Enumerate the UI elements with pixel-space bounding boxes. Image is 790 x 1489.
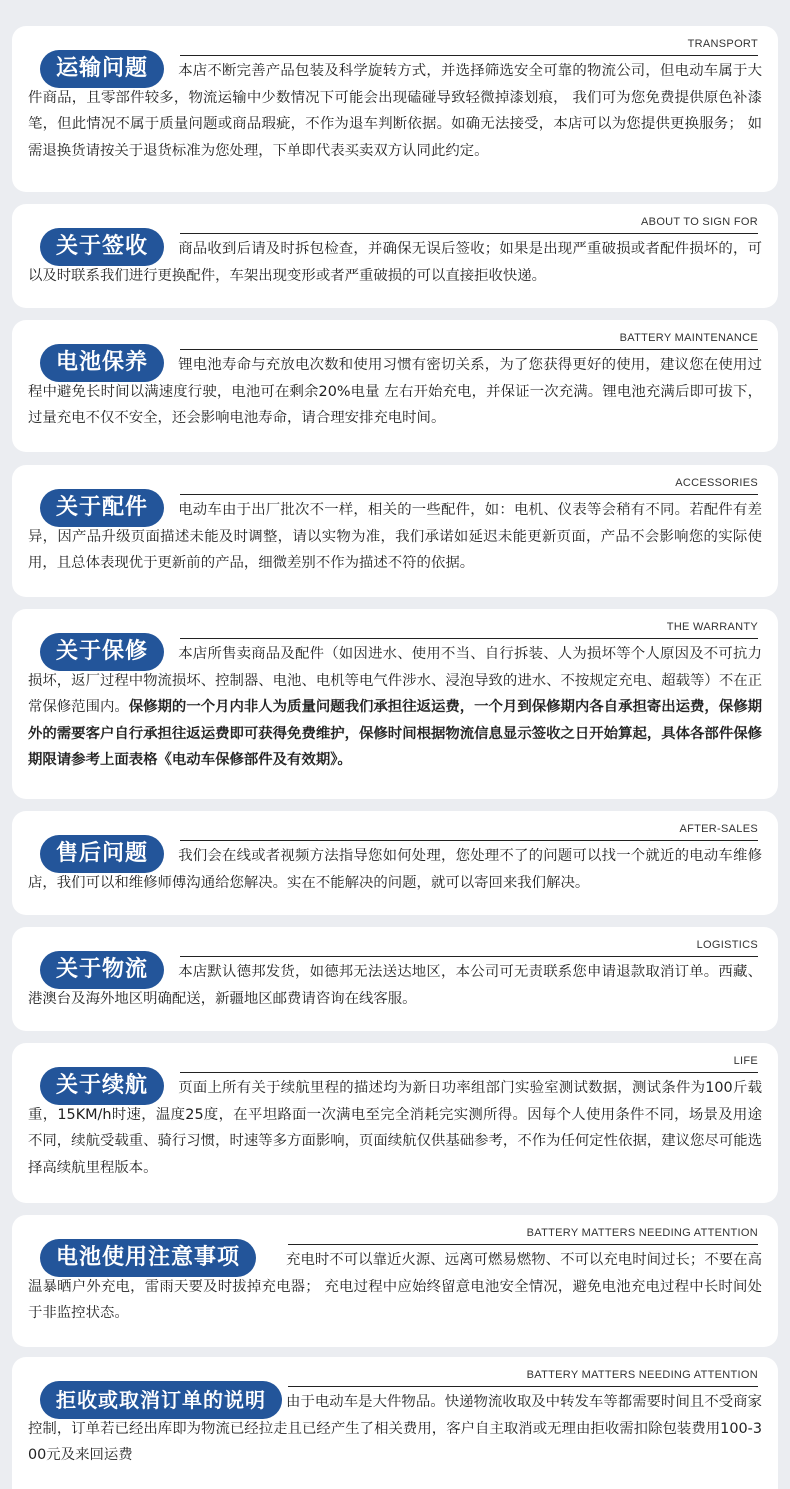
section-subtitle-en: BATTERY MATTERS NEEDING ATTENTION xyxy=(526,1227,758,1239)
section-subtitle-en: ACCESSORIES xyxy=(675,477,758,489)
section-title: 关于保修 xyxy=(40,633,164,671)
divider xyxy=(288,1244,758,1245)
divider xyxy=(180,1072,758,1073)
section-body: 充电时不可以靠近火源、远离可燃易燃物、不可以充电时间过长；不要在高温暴晒户外充电，雷雨天要及时拔掉充电器； 充电过程中应始终留意电池安全情况，避免电池充电过程中长时间处于非监控状态。 xyxy=(28,1252,762,1321)
section-title: 电池保养 xyxy=(40,344,164,382)
section-title: 关于签收 xyxy=(40,228,164,266)
section-header xyxy=(28,927,762,993)
section-sign-for xyxy=(12,204,778,308)
divider xyxy=(180,638,758,639)
section-life xyxy=(12,1043,778,1203)
section-subtitle-en: BATTERY MAINTENANCE xyxy=(619,332,758,344)
section-warranty xyxy=(12,609,778,799)
divider xyxy=(180,956,758,957)
section-body: 本店所售卖商品及配件（如因进水、使用不当、自行拆装、人为损坏等个人原因及不可抗力损坏，返厂过程中物流损坏、控制器、电池、电机等电气件涉水、浸泡导致的进水、不按规定充电、超载等）不在正常保修范围内。保修期的一个月内非人为质量问题我们承担往返运费，一个月到保修期内各自承担寄出运费，保修期外的需要客户自行承担往返运费即可获得免费维护，保修时间根据物流信息显示签收之日开始算起，具体各部件保修期限请参考上面表格《电动车保修部件及有效期》。 xyxy=(28,646,762,768)
section-header xyxy=(28,1043,762,1109)
section-battery-maintenance xyxy=(12,320,778,452)
section-title: 关于物流 xyxy=(40,951,164,989)
section-header xyxy=(28,1357,762,1423)
divider xyxy=(288,1386,758,1387)
section-body: 我们会在线或者视频方法指导您如何处理，您处理不了的问题可以找一个就近的电动车维修店，我们可以和维修师傅沟通给您解决。实在不能解决的问题，就可以寄回来我们解决。 xyxy=(28,848,762,891)
section-header xyxy=(28,204,762,270)
section-logistics xyxy=(12,927,778,1031)
section-body: 电动车由于出厂批次不一样，相关的一些配件，如：电机、仪表等会稍有不同。若配件有差异，因产品升级页面描述未能及时调整，请以实物为准，我们承诺如延迟未能更新页面，产品不会影响您的实际使用，且总体表现优于更新前的产品，细微差别不作为描述不符的依据。 xyxy=(28,502,762,571)
section-subtitle-en: ABOUT TO SIGN FOR xyxy=(641,216,758,228)
section-body: 本店默认德邦发货，如德邦无法送达地区，本公司可无责联系您申请退款取消订单。西藏、港澳台及海外地区明确配送，新疆地区邮费请咨询在线客服。 xyxy=(28,964,762,1007)
divider xyxy=(180,233,758,234)
divider xyxy=(180,494,758,495)
section-body: 本店不断完善产品包装及科学旋转方式，并选择筛选安全可靠的物流公司，但电动车属于大件商品，且零部件较多，物流运输中少数情况下可能会出现磕碰导致轻微掉漆划痕， 我们可为您免费提供原色补漆笔，但此情况不属于质量问题或商品瑕疵，不作为退车判断依据。如确无法接受，本店可以为您提供更换服务； 如需退换货请按关于退货标准为您处理，下单即代表买卖双方认同此约定。 xyxy=(28,63,763,159)
section-header xyxy=(28,1215,762,1281)
section-body: 商品收到后请及时拆包检查，并确保无误后签收；如果是出现严重破损或者配件损坏的，可以及时联系我们进行更换配件，车架出现变形或者严重破损的可以直接拒收快递。 xyxy=(28,241,762,284)
section-subtitle-en: THE WARRANTY xyxy=(666,621,758,633)
section-body: 页面上所有关于续航里程的描述均为新日功率组部门实验室测试数据，测试条件为100斤载重，15KM/h时速，温度25度，在平坦路面一次满电至完全消耗完实测所得。因每个人使用条件不同，场景及用途不同，续航受载重、骑行习惯，时速等多方面影响，页面续航仅供基础参考，不作为任何定性依据，建议您尽可能选择高续航里程版本。 xyxy=(28,1080,762,1176)
section-accessories xyxy=(12,465,778,597)
divider xyxy=(180,840,758,841)
section-after-sales xyxy=(12,811,778,915)
section-cancel-order xyxy=(12,1357,778,1489)
section-subtitle-en: TRANSPORT xyxy=(687,38,758,50)
section-header xyxy=(28,465,762,531)
section-title: 拒收或取消订单的说明 xyxy=(40,1381,282,1419)
divider xyxy=(180,55,758,56)
section-subtitle-en: AFTER-SALES xyxy=(679,823,758,835)
section-header xyxy=(28,609,762,675)
warranty-bold-text: 保修期的一个月内非人为质量问题我们承担往返运费，一个月到保修期内各自承担寄出运费，保修期外的需要客户自行承担往返运费即可获得免费维护，保修时间根据物流信息显示签收之日开始算起，具体各部件保修期限请参考上面表格《电动车保修部件及有效期》。 xyxy=(28,699,762,768)
section-battery-attention xyxy=(12,1215,778,1347)
section-title: 电池使用注意事项 xyxy=(40,1239,256,1277)
section-header xyxy=(28,320,762,386)
section-title: 关于配件 xyxy=(40,489,164,527)
section-title: 关于续航 xyxy=(40,1067,164,1105)
section-body: 由于电动车是大件物品。快递物流收取及中转发车等都需要时间且不受商家控制，订单若已经出库即为物流已经拉走且已经产生了相关费用，客户自主取消或无理由拒收需扣除包装费用100-300元及来回运费 xyxy=(28,1394,762,1463)
section-title: 售后问题 xyxy=(40,835,164,873)
section-header xyxy=(28,26,762,92)
section-subtitle-en: BATTERY MATTERS NEEDING ATTENTION xyxy=(526,1369,758,1381)
section-subtitle-en: LIFE xyxy=(733,1055,758,1067)
section-subtitle-en: LOGISTICS xyxy=(696,939,758,951)
divider xyxy=(180,349,758,350)
section-title: 运输问题 xyxy=(40,50,164,88)
section-body: 锂电池寿命与充放电次数和使用习惯有密切关系，为了您获得更好的使用，建议您在使用过程中避免长时间以满速度行驶，电池可在剩余20%电量 左右开始充电，并保证一次充满。锂电池充满后即可拔下，过量充电不仅不安全，还会影响电池寿命，请合理安排充电时间。 xyxy=(28,357,762,426)
section-transport xyxy=(12,26,778,192)
section-header xyxy=(28,811,762,877)
